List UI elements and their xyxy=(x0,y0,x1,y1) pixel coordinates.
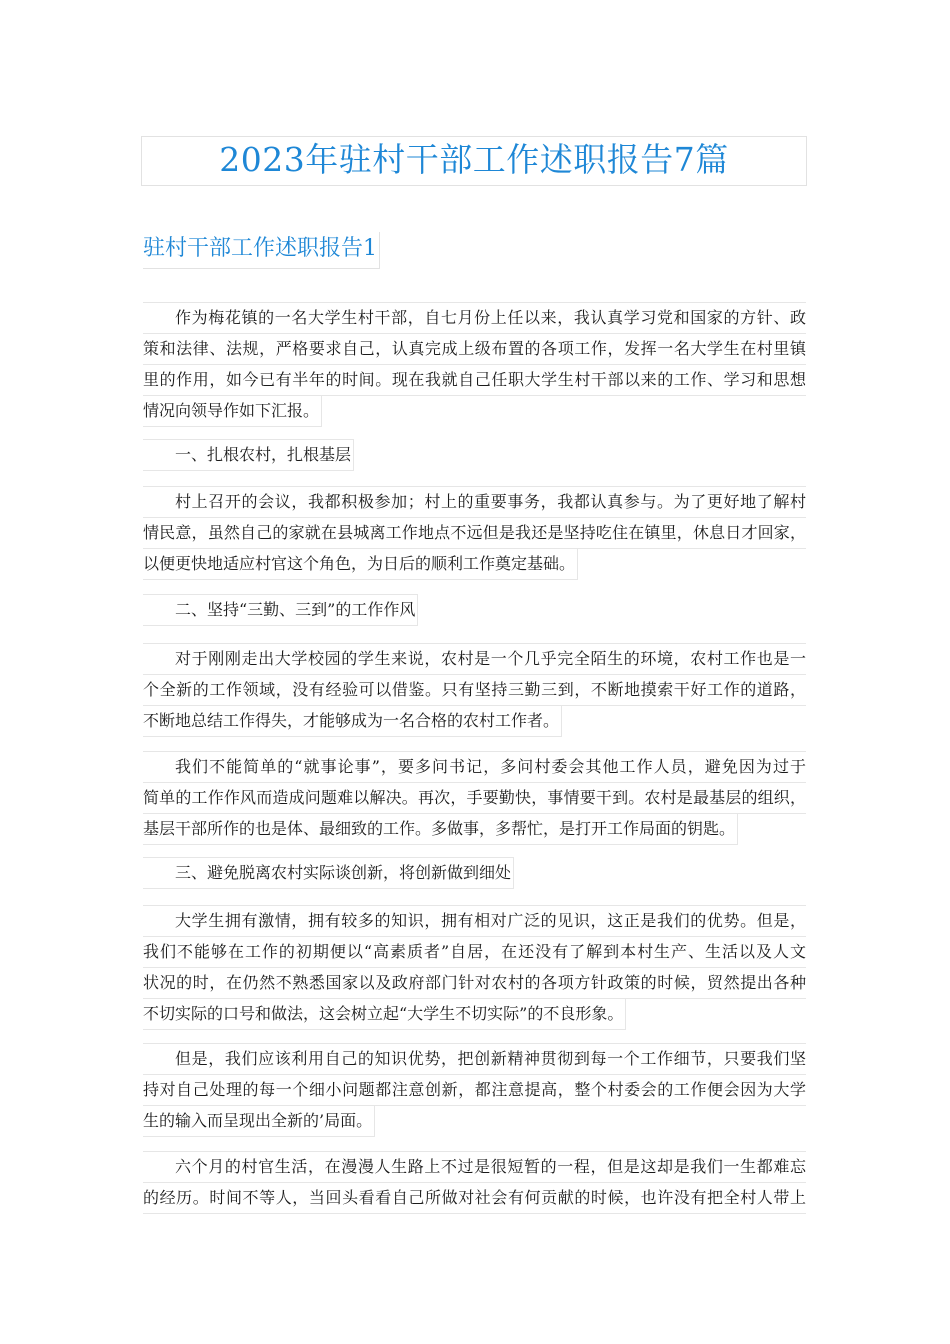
paragraph-line: 生的输入而呈现出全新的’局面。 xyxy=(143,1106,375,1137)
paragraph-line: 状况的时，在仍然不熟悉国家以及政府部门针对农村的各项方针政策的时候，贸然提出各种 xyxy=(143,968,806,999)
paragraph-6 xyxy=(143,1043,806,1147)
paragraph-line: 不切实际的口号和做法，这会树立起“大学生不切实际”的不良形象。 xyxy=(143,999,626,1030)
paragraph-line: 的经历。时间不等人，当回头看看自己所做对社会有何贡献的时候，也许没有把全村人带上 xyxy=(143,1183,806,1214)
paragraph-line: 策和法律、法规，严格要求自己，认真完成上级布置的各项工作，发挥一名大学生在村里镇 xyxy=(143,334,806,365)
paragraph-line: 情民意，虽然自己的家就在县城离工作地点不远但是我还是坚持吃住在镇里，休息日才回家， xyxy=(143,518,806,549)
paragraph-4 xyxy=(143,751,806,855)
paragraph-2 xyxy=(143,486,806,590)
paragraph-line: 里的作用，如今已有半年的时间。现在我就自己任职大学生村干部以来的工作、学习和思想 xyxy=(143,365,806,396)
paragraph-7 xyxy=(143,1151,806,1214)
heading-3: 三、避免脱离农村实际谈创新，将创新做到细处 xyxy=(143,857,514,889)
paragraph-5 xyxy=(143,905,806,1040)
paragraph-line: 简单的工作作风而造成问题难以解决。再次，手要勤快，事情要干到。农村是最基层的组织， xyxy=(143,783,806,814)
paragraph-line: 不断地总结工作得失，才能够成为一名合格的农村工作者。 xyxy=(143,706,562,737)
heading-1: 一、扎根农村，扎根基层 xyxy=(143,439,354,471)
paragraph-3 xyxy=(143,643,806,747)
section-title: 驻村干部工作述职报告1 xyxy=(143,232,380,269)
paragraph-line: 但是，我们应该利用自己的知识优势，把创新精神贯彻到每一个工作细节，只要我们坚 xyxy=(143,1044,806,1075)
heading-2: 二、坚持“三勤、三到”的工作作风 xyxy=(143,594,418,626)
paragraph-line: 大学生拥有激情，拥有较多的知识，拥有相对广泛的见识，这正是我们的优势。但是， xyxy=(143,906,806,937)
paragraph-line: 以便更快地适应村官这个角色，为日后的顺利工作奠定基础。 xyxy=(143,549,578,580)
paragraph-line: 六个月的村官生活，在漫漫人生路上不过是很短暂的一程，但是这却是我们一生都难忘 xyxy=(143,1152,806,1183)
paragraph-line: 持对自己处理的每一个细小问题都注意创新，都注意提高，整个村委会的工作便会因为大学 xyxy=(143,1075,806,1106)
paragraph-line: 对于刚刚走出大学校园的学生来说，农村是一个几乎完全陌生的环境，农村工作也是一 xyxy=(143,644,806,675)
paragraph-line: 我们不能简单的“就事论事”，要多问书记，多问村委会其他工作人员，避免因为过于 xyxy=(143,752,806,783)
paragraph-line: 基层干部所作的也是体、最细致的工作。多做事，多帮忙，是打开工作局面的钥匙。 xyxy=(143,814,738,845)
paragraph-line: 村上召开的会议，我都积极参加；村上的重要事务，我都认真参与。为了更好地了解村 xyxy=(143,487,806,518)
paragraph-line: 个全新的工作领域，没有经验可以借鉴。只有坚持三勤三到，不断地摸索干好工作的道路， xyxy=(143,675,806,706)
paragraph-line: 作为梅花镇的一名大学生村干部，自七月份上任以来，我认真学习党和国家的方针、政 xyxy=(143,303,806,334)
document-title: 2023年驻村干部工作述职报告7篇 xyxy=(141,136,807,186)
paragraph-line: 我们不能够在工作的初期便以“高素质者”自居，在还没有了解到本村生产、生活以及人文 xyxy=(143,937,806,968)
paragraph-line: 情况向领导作如下汇报。 xyxy=(143,396,322,427)
paragraph-1 xyxy=(143,302,806,437)
